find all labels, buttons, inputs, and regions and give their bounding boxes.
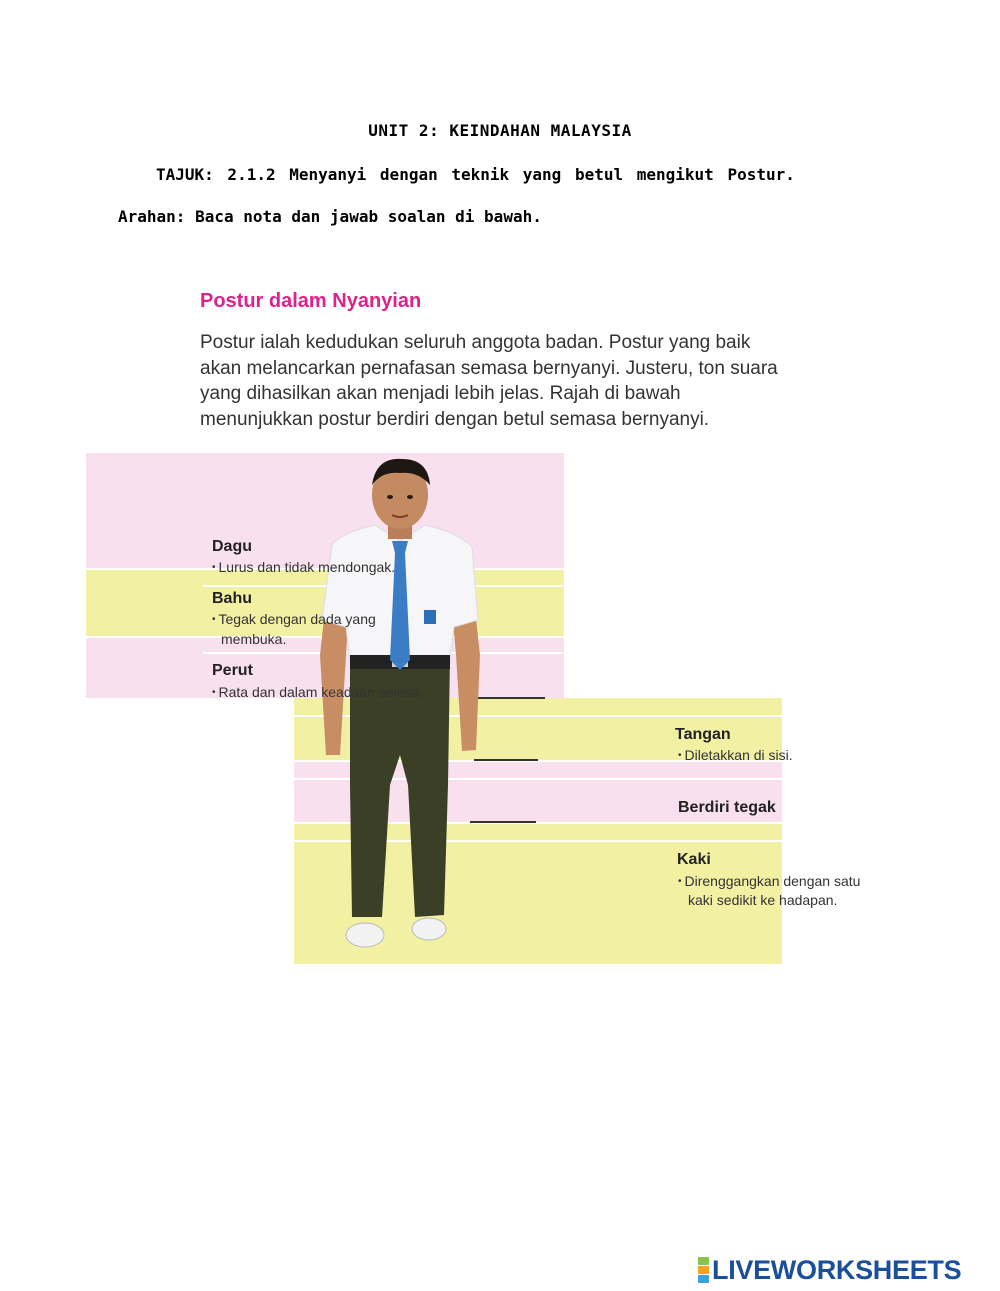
label-bahu-desc: • Tegak dengan dada yang (212, 611, 376, 627)
intro-paragraph: Postur ialah kedudukan seluruh anggota badan. Postur yang baik akan melancarkan pernafasan semasa bernyanyi. Justeru, ton suara yang dihasilkan akan menjadi lebih jelas. Rajah di bawah menunjukkan postur berdiri dengan betul semasa bernyanyi. (200, 332, 778, 430)
bullet-icon: • (212, 687, 216, 698)
label-berdiri-title: Berdiri tegak (678, 799, 776, 816)
topic-title: TAJUK: 2.1.2 Menyanyi dengan teknik yang betul mengikut Postur. (156, 165, 795, 184)
instruction-text: Arahan: Baca nota dan jawab soalan di bawah. (118, 207, 542, 226)
label-perut-desc: • Rata dan dalam keadaan selesa. (212, 684, 424, 700)
label-kaki-desc: • Direnggangkan dengan satu (678, 873, 861, 889)
liveworksheets-icon (698, 1257, 709, 1283)
label-dagu-desc: • Lurus dan tidak mendongak. (212, 559, 396, 575)
label-dagu-title: Dagu (212, 538, 252, 555)
bullet-icon: • (678, 876, 682, 887)
label-kaki-title: Kaki (677, 851, 711, 868)
liveworksheets-logo[interactable] (698, 1254, 961, 1286)
label-tangan-title: Tangan (675, 726, 731, 743)
label-bahu-title: Bahu (212, 590, 252, 607)
section-heading: Postur dalam Nyanyian (200, 290, 422, 312)
label-bahu-desc-cont: membuka. (221, 631, 287, 647)
bullet-icon: • (212, 614, 216, 625)
pointer-line (470, 697, 545, 699)
label-kaki-desc-cont: kaki sedikit ke hadapan. (688, 892, 838, 908)
brand-name: LIVEWORKSHEETS (712, 1254, 962, 1285)
bullet-icon: • (212, 562, 216, 573)
unit-title: UNIT 2: KEINDAHAN MALAYSIA (368, 121, 632, 140)
label-perut-title: Perut (212, 662, 253, 679)
pointer-line (474, 759, 538, 761)
bullet-icon: • (678, 750, 682, 761)
student-figure-illustration (320, 455, 480, 965)
label-tangan-desc: • Diletakkan di sisi. (678, 747, 793, 763)
